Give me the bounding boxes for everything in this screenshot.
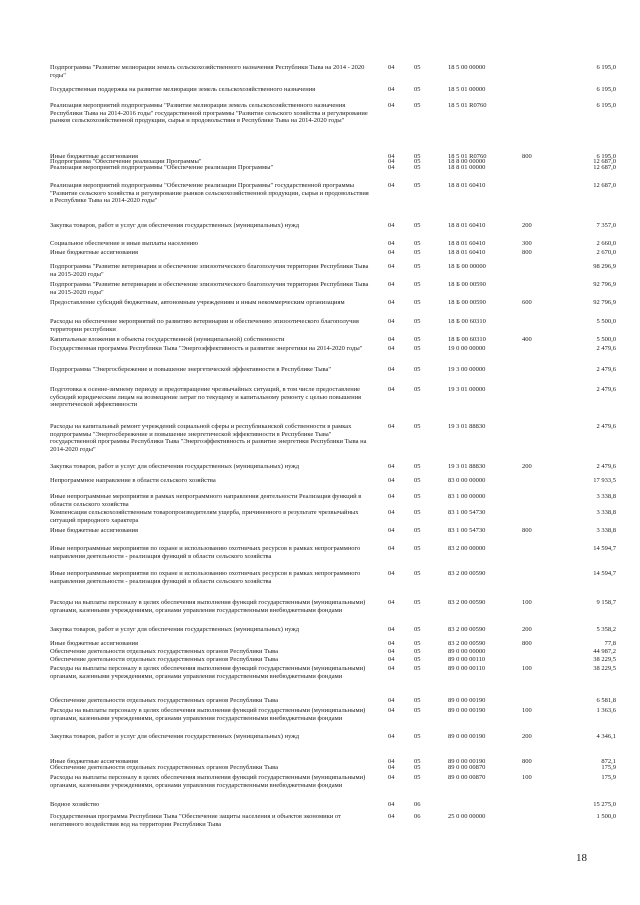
row-target-code: 83 2 00 00590 <box>448 626 486 633</box>
row-subsection: 05 <box>414 102 421 109</box>
row-amount: 2 479,6 <box>596 345 616 352</box>
row-target-code: 18 Б 00 00590 <box>448 299 486 306</box>
row-subsection: 05 <box>414 345 421 352</box>
row-amount: 175,9 <box>601 764 616 771</box>
row-section: 04 <box>388 626 395 633</box>
row-section: 04 <box>388 697 395 704</box>
row-name: Компенсация сельскохозяйственным товаропроизводителям ущерба, причиненного в результате чрезвычайных ситуаций природного характера <box>50 509 359 524</box>
row-target-code: 19 3 01 88830 <box>448 423 486 430</box>
row-amount: 14 594,7 <box>593 570 616 577</box>
row-subsection: 05 <box>414 493 421 500</box>
row-amount: 3 338,8 <box>596 493 616 500</box>
row-section: 04 <box>388 599 395 606</box>
row-target-code: 83 0 00 00000 <box>448 477 486 484</box>
row-amount: 2 479,6 <box>596 463 616 470</box>
row-subsection: 05 <box>414 366 421 373</box>
row-target-code: 89 0 00 00190 <box>448 758 486 765</box>
row-name: Расходы на капитальный ремонт учреждений социальной сферы и республиканской собственности в рамках подпрограммы "Энергосбережение и повышение энергетической эффективности в Республике Тыва" государственной программы Республики Тыва "Энергоэффективность и развитие энергетики Республики Тыва на 2014-2020 годы" <box>50 423 367 453</box>
row-section: 04 <box>388 182 395 189</box>
row-amount: 92 796,9 <box>593 281 616 288</box>
row-name: Реализация мероприятий подпрограммы "Развитие мелиорации земель сельскохозяйственного назначения Республики Тыва на 2014-2016 годы" государственной программы "Развитие сельского хозяйства и регулирование рынков сельскохозяйственной продукции, сырья и продовольствия в Республике Тыва на 2014-2020 годы" <box>50 102 368 125</box>
row-expense-type: 800 <box>522 527 532 534</box>
row-subsection: 05 <box>414 545 421 552</box>
row-section: 04 <box>388 665 395 672</box>
row-subsection: 05 <box>414 164 421 171</box>
row-target-code: 83 2 00 00590 <box>448 640 486 647</box>
page-number: 18 <box>576 852 587 864</box>
row-target-code: 18 Б 00 00000 <box>448 263 486 270</box>
row-section: 04 <box>388 813 395 820</box>
row-subsection: 05 <box>414 707 421 714</box>
row-section: 04 <box>388 281 395 288</box>
row-name: Обеспечение деятельности отдельных государственных органов Республики Тыва <box>50 648 278 655</box>
row-target-code: 19 3 01 88830 <box>448 463 486 470</box>
row-name: Подпрограмма "Энергосбережение и повышение энергетической эффективности в Республике Тыва" <box>50 366 332 373</box>
row-target-code: 18 8 01 60410 <box>448 249 486 256</box>
row-subsection: 05 <box>414 158 421 165</box>
row-target-code: 83 2 00 00590 <box>448 570 486 577</box>
row-amount: 38 229,5 <box>593 665 616 672</box>
row-name: Реализация мероприятий подпрограммы "Обеспечение реализации Программы" <box>50 164 274 171</box>
row-subsection: 05 <box>414 318 421 325</box>
row-amount: 7 357,0 <box>596 222 616 229</box>
row-subsection: 05 <box>414 733 421 740</box>
row-subsection: 05 <box>414 509 421 516</box>
row-target-code: 89 0 00 00110 <box>448 656 486 663</box>
row-section: 04 <box>388 423 395 430</box>
row-name: Закупка товаров, работ и услуг для обеспечения государственных (муниципальных) нужд <box>50 733 300 740</box>
row-target-code: 18 8 01 00000 <box>448 164 486 171</box>
row-name: Реализация мероприятий подпрограммы "Обеспечение реализации Программы" государственной программы "Развитие сельского хозяйства и регулирование рынков сельскохозяйственной продукции, сырья и продовольствия в Республике Тыва на 2014-2020 годы" <box>50 182 369 205</box>
row-name: Подпрограмма "Развитие мелиорации земель сельскохозяйственного назначения Республики Тыва на 2014 - 2020 годы" <box>50 64 365 79</box>
row-amount: 2 479,6 <box>596 386 616 393</box>
row-subsection: 05 <box>414 665 421 672</box>
row-subsection: 05 <box>414 570 421 577</box>
row-target-code: 18 8 01 60410 <box>448 240 486 247</box>
row-amount: 3 338,8 <box>596 527 616 534</box>
row-section: 04 <box>388 707 395 714</box>
row-section: 04 <box>388 640 395 647</box>
row-name: Иные непрограммные мероприятия в рамках непрограммного направления деятельности Реализация функций в области сельского хозяйства <box>50 493 362 508</box>
row-expense-type: 400 <box>522 336 532 343</box>
row-amount: 5 500,0 <box>596 318 616 325</box>
row-name: Расходы на выплаты персоналу в целях обеспечения выполнения функций государственными (муниципальными) органами, казенными учреждениями, органами управления государственными внебюджетными фондами <box>50 774 366 789</box>
row-name: Иные непрограммные мероприятия по охране и использованию охотничьих ресурсов в рамках непрограммного направления деятельности - реализация функций в области сельского хозяйства <box>50 545 361 560</box>
row-section: 04 <box>388 164 395 171</box>
row-section: 04 <box>388 545 395 552</box>
row-name: Расходы на выплаты персоналу в целях обеспечения выполнения функций государственными (муниципальными) органами, казенными учреждениями, органами управления государственными внебюджетными фондами <box>50 707 366 722</box>
row-target-code: 18 8 01 60410 <box>448 222 486 229</box>
row-amount: 12 687,0 <box>593 182 616 189</box>
row-name: Обеспечение деятельности отдельных государственных органов Республики Тыва <box>50 656 278 663</box>
row-name: Иные бюджетные ассигнования <box>50 640 139 647</box>
row-name: Подготовка к осенне-зимнему периоду и предотвращение чрезвычайных ситуаций, в том числе предоставление субсидий юридическим лицам на возмещение затрат по текущему и капитальному ремонту с целью повышения энергетической эффективности <box>50 386 362 409</box>
row-amount: 98 296,9 <box>593 263 616 270</box>
row-expense-type: 800 <box>522 249 532 256</box>
row-target-code: 89 0 00 00190 <box>448 697 486 704</box>
row-name: Закупка товаров, работ и услуг для обеспечения государственных (муниципальных) нужд <box>50 626 300 633</box>
row-subsection: 05 <box>414 299 421 306</box>
row-amount: 6 581,8 <box>596 697 616 704</box>
row-target-code: 18 5 01 00000 <box>448 86 486 93</box>
row-section: 04 <box>388 758 395 765</box>
row-target-code: 89 0 00 00110 <box>448 665 486 672</box>
row-section: 04 <box>388 158 395 165</box>
row-name: Подпрограмма "Развитие ветеринарии и обеспечение эпизоотического благополучия территории Республики Тыва на 2015-2020 годы" <box>50 281 369 296</box>
row-subsection: 05 <box>414 240 421 247</box>
row-name: Водное хозяйство <box>50 801 100 808</box>
row-amount: 15 275,0 <box>593 801 616 808</box>
row-section: 04 <box>388 527 395 534</box>
row-name: Расходы на выплаты персоналу в целях обеспечения выполнения функций государственными (муниципальными) органами, казенными учреждениями, органами управления государственными внебюджетными фондами <box>50 599 366 614</box>
row-subsection: 06 <box>414 801 421 808</box>
row-target-code: 19 0 00 00000 <box>448 345 486 352</box>
row-amount: 9 158,7 <box>596 599 616 606</box>
row-name: Подпрограмма "Развитие ветеринарии и обеспечение эпизоотического благополучия территории Республики Тыва на 2015-2020 годы" <box>50 263 369 278</box>
row-name: Расходы на выплаты персоналу в целях обеспечения выполнения функций государственными (муниципальными) органами, казенными учреждениями, органами управления государственными внебюджетными фондами <box>50 665 366 680</box>
row-name: Подпрограмма "Обеспечение реализации Программы" <box>50 158 202 165</box>
row-subsection: 05 <box>414 626 421 633</box>
row-expense-type: 100 <box>522 599 532 606</box>
row-expense-type: 200 <box>522 733 532 740</box>
row-subsection: 05 <box>414 463 421 470</box>
row-amount: 14 594,7 <box>593 545 616 552</box>
row-amount: 175,9 <box>601 774 616 781</box>
row-amount: 44 987,2 <box>593 648 616 655</box>
row-section: 04 <box>388 86 395 93</box>
row-target-code: 18 Б 00 60310 <box>448 336 486 343</box>
row-amount: 1 500,0 <box>596 813 616 820</box>
row-expense-type: 600 <box>522 299 532 306</box>
row-name: Государственная программа Республики Тыва "Энергоэффективность и развитие энергетики на 2014-2020 годы" <box>50 345 363 352</box>
row-subsection: 05 <box>414 386 421 393</box>
row-target-code: 19 3 01 00000 <box>448 386 486 393</box>
row-amount: 77,8 <box>604 640 616 647</box>
row-section: 04 <box>388 656 395 663</box>
row-target-code: 83 1 00 54730 <box>448 509 486 516</box>
row-subsection: 05 <box>414 764 421 771</box>
row-subsection: 05 <box>414 423 421 430</box>
row-subsection: 05 <box>414 648 421 655</box>
row-subsection: 05 <box>414 697 421 704</box>
row-name: Обеспечение деятельности отдельных государственных органов Республики Тыва <box>50 697 278 704</box>
row-target-code: 18 Б 00 60310 <box>448 318 486 325</box>
row-section: 04 <box>388 222 395 229</box>
row-amount: 92 796,9 <box>593 299 616 306</box>
row-section: 04 <box>388 774 395 781</box>
row-target-code: 89 0 00 00000 <box>448 648 486 655</box>
row-section: 04 <box>388 345 395 352</box>
row-target-code: 89 0 00 00190 <box>448 707 486 714</box>
row-expense-type: 100 <box>522 665 532 672</box>
row-section: 04 <box>388 764 395 771</box>
row-target-code: 18 8 00 00000 <box>448 158 486 165</box>
row-section: 04 <box>388 386 395 393</box>
row-name: Государственная программа Республики Тыва "Обеспечение защиты населения и объектов экономики от негативного воздействия вод на территории Республики Тыва <box>50 813 341 828</box>
row-amount: 3 338,8 <box>596 509 616 516</box>
row-name: Социальное обеспечение и иные выплаты населению <box>50 240 199 247</box>
row-subsection: 05 <box>414 336 421 343</box>
row-amount: 872,1 <box>601 758 616 765</box>
row-target-code: 25 0 00 00000 <box>448 813 486 820</box>
row-section: 04 <box>388 102 395 109</box>
row-section: 04 <box>388 477 395 484</box>
row-name: Иные бюджетные ассигнования <box>50 153 139 160</box>
row-subsection: 05 <box>414 599 421 606</box>
row-section: 04 <box>388 153 395 160</box>
row-section: 04 <box>388 299 395 306</box>
row-name: Иные бюджетные ассигнования <box>50 527 139 534</box>
row-amount: 6 195,0 <box>596 102 616 109</box>
row-section: 04 <box>388 263 395 270</box>
row-target-code: 18 5 00 00000 <box>448 64 486 71</box>
row-section: 04 <box>388 493 395 500</box>
row-amount: 2 670,0 <box>596 249 616 256</box>
row-expense-type: 800 <box>522 640 532 647</box>
row-target-code: 18 5 01 R0760 <box>448 102 487 109</box>
row-subsection: 05 <box>414 758 421 765</box>
row-section: 04 <box>388 336 395 343</box>
row-name: Иные непрограммные мероприятия по охране и использованию охотничьих ресурсов в рамках непрограммного направления деятельности - реализация функций в области сельского хозяйства <box>50 570 361 585</box>
row-name: Закупка товаров, работ и услуг для обеспечения государственных (муниципальных) нужд <box>50 463 300 470</box>
row-target-code: 89 0 00 00870 <box>448 774 486 781</box>
row-subsection: 05 <box>414 774 421 781</box>
row-target-code: 89 0 00 00190 <box>448 733 486 740</box>
row-name: Обеспечение деятельности отдельных государственных органов Республики Тыва <box>50 764 278 771</box>
row-expense-type: 800 <box>522 153 532 160</box>
row-expense-type: 200 <box>522 463 532 470</box>
row-subsection: 05 <box>414 86 421 93</box>
row-subsection: 05 <box>414 249 421 256</box>
row-amount: 12 687,0 <box>593 164 616 171</box>
row-section: 04 <box>388 318 395 325</box>
row-section: 04 <box>388 249 395 256</box>
row-section: 04 <box>388 64 395 71</box>
row-section: 04 <box>388 570 395 577</box>
row-expense-type: 100 <box>522 774 532 781</box>
row-amount: 12 687,0 <box>593 158 616 165</box>
row-subsection: 05 <box>414 640 421 647</box>
row-section: 04 <box>388 648 395 655</box>
row-target-code: 83 1 00 54730 <box>448 527 486 534</box>
row-amount: 4 346,1 <box>596 733 616 740</box>
row-name: Непрограммное направление в области сельского хозяйства <box>50 477 216 484</box>
row-amount: 2 479,6 <box>596 423 616 430</box>
row-target-code: 18 Б 00 00590 <box>448 281 486 288</box>
row-subsection: 05 <box>414 281 421 288</box>
row-name: Иные бюджетные ассигнования <box>50 758 139 765</box>
row-amount: 6 195,0 <box>596 153 616 160</box>
row-target-code: 83 2 00 00000 <box>448 545 486 552</box>
row-target-code: 18 5 01 R0760 <box>448 153 487 160</box>
row-name: Иные бюджетные ассигнования <box>50 249 139 256</box>
row-subsection: 05 <box>414 182 421 189</box>
row-expense-type: 200 <box>522 222 532 229</box>
row-name: Государственная поддержка на развитие мелиорации земель сельскохозяйственного назначения <box>50 86 316 93</box>
row-target-code: 18 8 01 60410 <box>448 182 486 189</box>
row-subsection: 05 <box>414 153 421 160</box>
row-name: Капитальные вложения в объекты государственной (муниципальной) собственности <box>50 336 285 343</box>
row-amount: 1 363,6 <box>596 707 616 714</box>
row-target-code: 89 0 00 00870 <box>448 764 486 771</box>
row-subsection: 05 <box>414 527 421 534</box>
row-target-code: 83 1 00 00000 <box>448 493 486 500</box>
row-amount: 5 500,0 <box>596 336 616 343</box>
row-amount: 2 660,0 <box>596 240 616 247</box>
row-subsection: 05 <box>414 263 421 270</box>
row-expense-type: 100 <box>522 707 532 714</box>
row-subsection: 06 <box>414 813 421 820</box>
row-target-code: 83 2 00 00590 <box>448 599 486 606</box>
row-subsection: 05 <box>414 477 421 484</box>
row-section: 04 <box>388 509 395 516</box>
row-name: Закупка товаров, работ и услуг для обеспечения государственных (муниципальных) нужд <box>50 222 300 229</box>
row-subsection: 05 <box>414 64 421 71</box>
row-section: 04 <box>388 366 395 373</box>
row-amount: 2 479,6 <box>596 366 616 373</box>
row-section: 04 <box>388 463 395 470</box>
row-amount: 38 229,5 <box>593 656 616 663</box>
row-amount: 6 195,0 <box>596 64 616 71</box>
row-subsection: 05 <box>414 222 421 229</box>
row-subsection: 05 <box>414 656 421 663</box>
row-section: 04 <box>388 240 395 247</box>
row-expense-type: 800 <box>522 758 532 765</box>
row-section: 04 <box>388 801 395 808</box>
row-section: 04 <box>388 733 395 740</box>
row-amount: 6 195,0 <box>596 86 616 93</box>
row-name: Расходы на обеспечение мероприятий по развитию ветеринарии и обеспечению эпизоотического благополучия территории республики <box>50 318 359 333</box>
row-name: Предоставление субсидий бюджетным, автономным учреждениям и иным некоммерческим организациям <box>50 299 345 306</box>
row-target-code: 19 3 00 00000 <box>448 366 486 373</box>
row-amount: 5 358,2 <box>596 626 616 633</box>
row-expense-type: 300 <box>522 240 532 247</box>
row-expense-type: 200 <box>522 626 532 633</box>
row-amount: 17 933,5 <box>593 477 616 484</box>
